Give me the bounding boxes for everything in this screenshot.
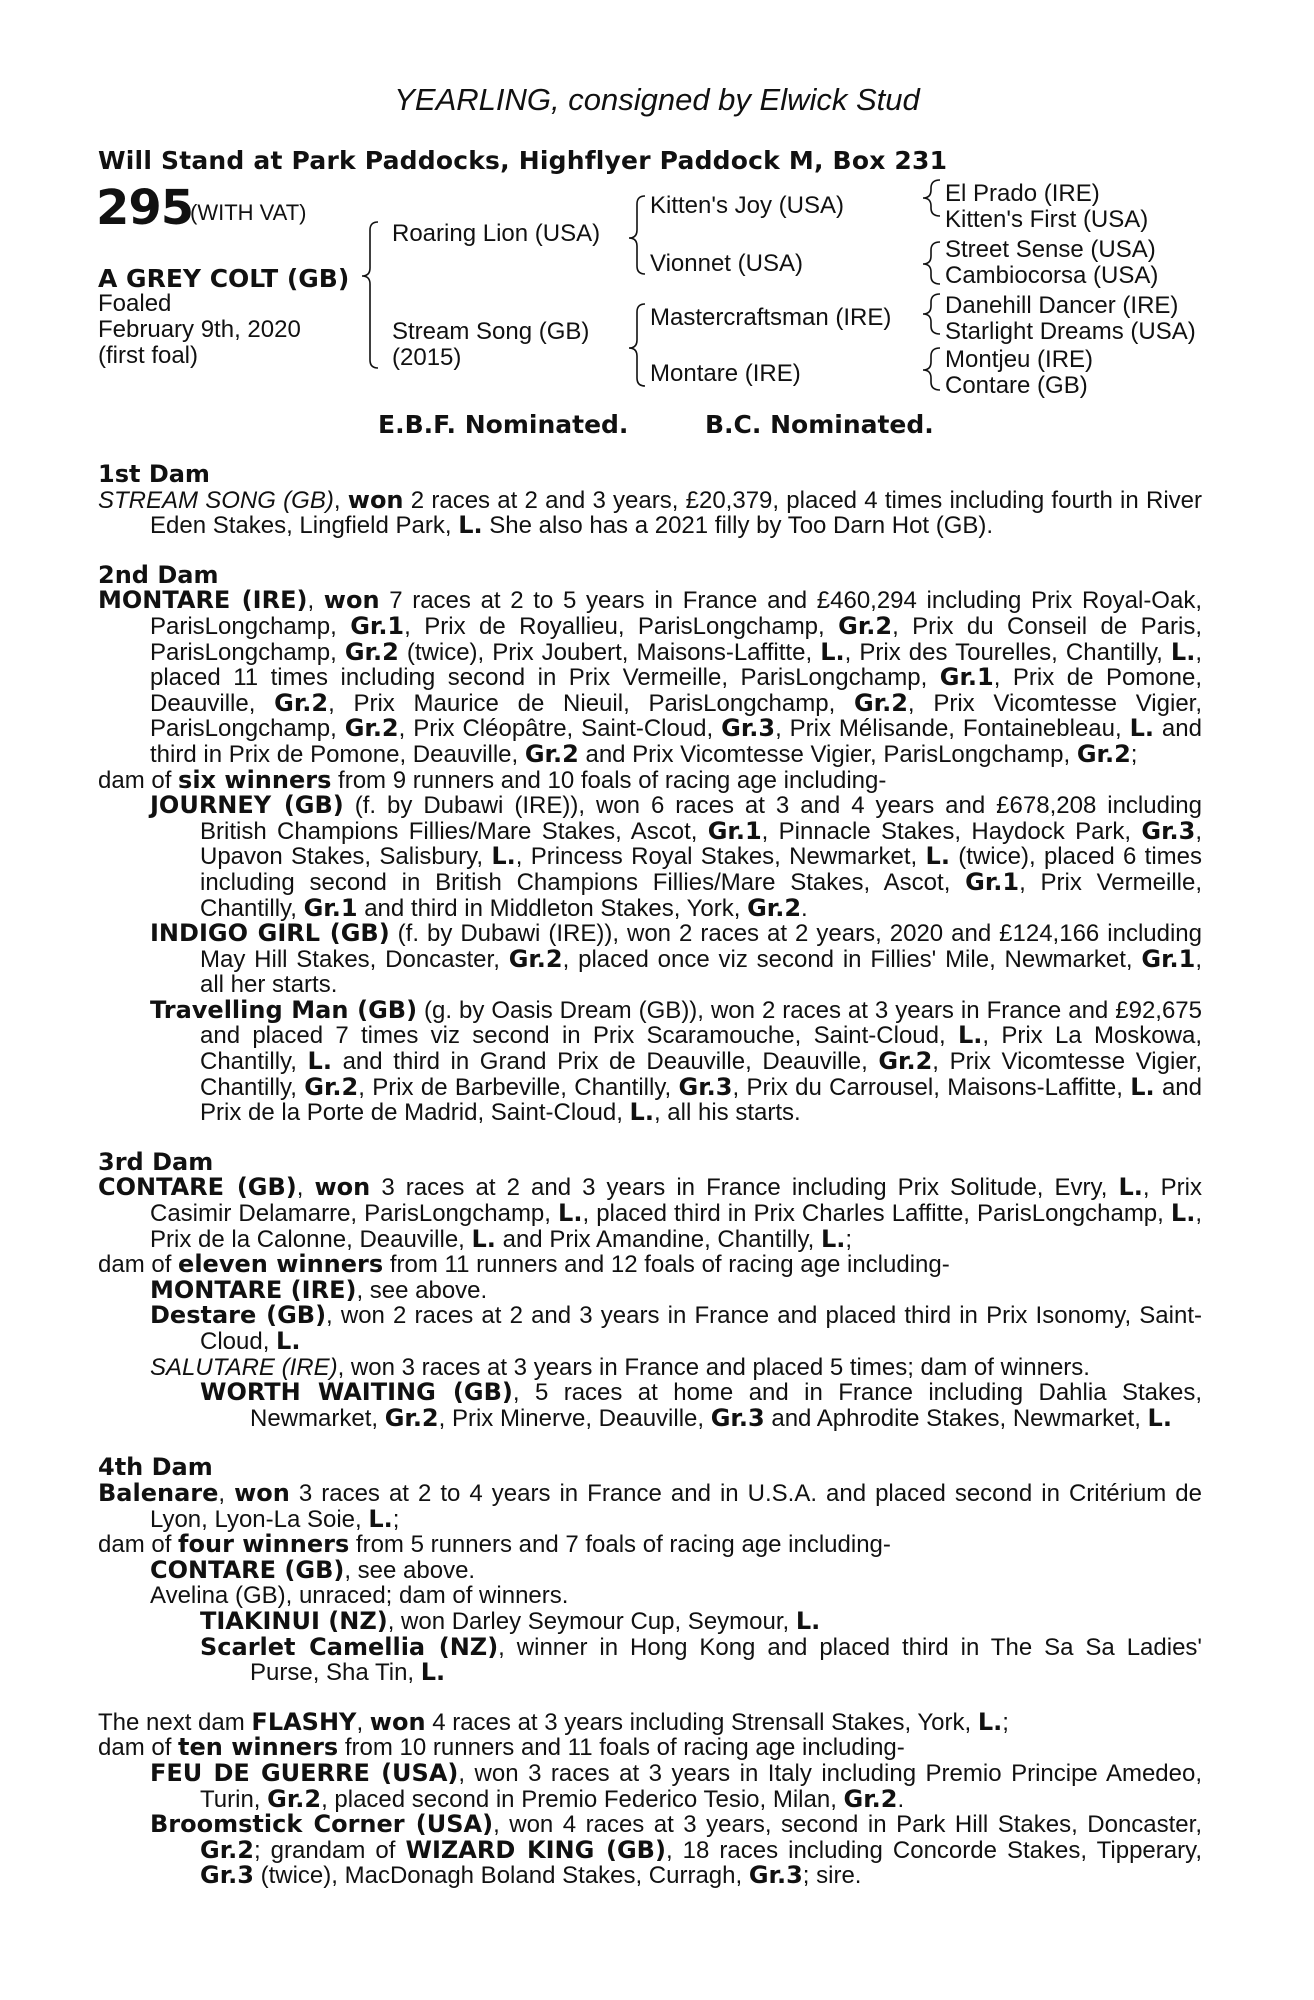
ebf-nomination: E.B.F. Nominated. [378,410,629,439]
text-run: from 11 runners and 12 foals of racing age including- [383,1251,950,1279]
text-run: Broomstick Corner (USA) [150,1810,494,1839]
text-run: 7 races at 2 to 5 years in France and £460,294 including Prix Royal-Oak, ParisLongchamp, [150,587,1202,640]
foaled-label: Foaled [98,290,172,317]
text-run: INDIGO GIRL (GB) [150,919,390,948]
pedigree-sss: El Prado (IRE) [945,180,1100,207]
pedigree-paragraph [98,995,1203,1127]
text-run: MONTARE (IRE) [98,586,308,615]
pedigree-paragraph [98,1632,1202,1687]
text-run: and third in Middleton Stakes, York, [357,894,748,922]
text-run: Gr.1 [350,611,405,640]
text-run: Gr.2 [274,688,329,717]
text-run: , Prix Vicomtesse Vigier, Chantilly, [200,1048,1202,1101]
pedigree-paragraph [98,921,1202,998]
text-run: Gr.1 [707,816,762,845]
text-run: 2 races at 2 and 3 years, £20,379, placed 4 times including fourth in River Eden Stakes, Lingfield Park, [150,486,1202,540]
text-run: MONTARE (IRE) [150,1275,357,1304]
text-run: Gr.2 [843,1784,898,1813]
text-run: (twice), Prix Joubert, Maisons-Laffitte, [398,638,821,666]
text-run: , Prix de Barbeville, Chantilly, [358,1073,679,1101]
text-run: , Prix Vermeille, Chantilly, [200,868,1202,922]
text-run: , Prix Casimir Delamarre, ParisLongchamp, [150,1174,1202,1228]
text-run: 3 races at 2 and 3 years in France including Prix Solitude, Evry, [370,1174,1119,1202]
text-run: L. [491,842,516,871]
text-run: , Upavon Stakes, Salisbury, [200,817,1203,871]
text-run: TIAKINUI (NZ) [200,1606,388,1635]
text-run: The next dam [98,1708,252,1736]
text-run: Gr.2 [508,944,563,973]
pedigree-paragraph [98,1175,1202,1252]
vat-note: (WITH VAT) [190,200,307,225]
text-run: Scarlet Camellia (NZ) [200,1632,499,1661]
text-run: , Prix Maurice de Nieuil, ParisLongchamp, [328,689,854,717]
section-title: 2nd Dam [98,560,219,589]
text-run: ; grandam of [253,1836,406,1864]
text-run: L. [307,1047,332,1076]
pedigree-sire-dam: Vionnet (USA) [650,250,803,277]
text-run: , won 3 races at 3 years in Italy including Premio Principe Amedeo, Turin, [200,1759,1202,1813]
text-run: 3 races at 2 to 4 years in France and in U.S.A. and placed second in Critérium de Lyon, Lyon-La Soie, [150,1479,1202,1533]
text-run: , Prix de la Calonne, Deauville, [150,1200,1202,1253]
text-run: , placed 11 times including second in Prix Vermeille, ParisLongchamp, [150,638,1202,692]
text-run: , [307,587,324,615]
pedigree-dam-sire: Mastercraftsman (IRE) [650,304,892,331]
pedigree-paragraph [98,1275,1202,1304]
text-run: Gr.2 [878,1047,933,1076]
text-run: Gr.1 [939,663,994,692]
text-run: , see above. [356,1276,488,1304]
text-run: CONTARE (GB) [98,1173,297,1202]
text-run: , placed second in Premio Federico Tesio, Milan, [321,1785,844,1813]
text-run: six winners [178,765,332,794]
text-run: and Prix de la Porte de Madrid, Saint-Cloud, [200,1073,1203,1127]
text-run: Gr.2 [524,739,579,768]
text-run: won [369,1707,426,1736]
text-run: L. [471,1224,496,1253]
text-run: (f. by Dubawi (IRE)), won 6 races at 3 and 4 years and £678,208 including British Champions Fillies/Mare Stakes, Ascot, [200,792,1202,845]
text-run: Avelina (GB), unraced; dam of winners. [150,1582,569,1610]
text-run: ten winners [178,1733,339,1762]
text-run: , see above. [344,1556,476,1584]
pedigree-paragraph [98,1303,1202,1354]
text-run: Balenare [98,1478,219,1507]
text-run: , placed once viz second in Fillies' Mile, Newmarket, [562,945,1142,973]
text-run: from 5 runners and 7 foals of racing age including- [349,1531,891,1559]
text-run: , [356,1708,370,1736]
pedigree-sdd: Cambiocorsa (USA) [945,262,1159,289]
text-run: WORTH WAITING (GB) [200,1378,513,1407]
text-run: , all his starts. [653,1099,801,1127]
pedigree-paragraph [98,1532,1202,1558]
text-run: dam of [98,1251,179,1279]
text-run: JOURNEY (GB) [150,791,344,820]
text-run: and Prix Vicomtesse Vigier, ParisLongchamp, [578,740,1077,768]
text-run: and third in Grand Prix de Deauville, Deauville, [331,1048,879,1076]
text-run: Gr.1 [965,867,1020,896]
text-run: ; [1002,1708,1009,1736]
text-run: L. [925,842,950,871]
section-gap [98,1686,1202,1710]
text-run: , all her starts. [200,945,1202,999]
text-run: Gr.2 [344,714,399,743]
pedigree-paragraph [98,1606,1202,1635]
text-run: L. [276,1327,301,1355]
text-run: Travelling Man (GB) [150,995,418,1024]
text-run: and Aphrodite Stakes, Newmarket, [764,1404,1148,1432]
text-run: STREAM SONG (GB) [98,486,334,514]
section-gap [98,1431,1202,1455]
text-run: SALUTARE (IRE) [150,1353,338,1381]
pedigree-ddd: Contare (GB) [945,372,1088,399]
text-run: . [897,1785,905,1813]
text-run: (g. by Oasis Dream (GB)), won 2 races at 3 years in France and £92,675 and placed 7 times viz second in Prix Scaramouche, Saint-Cloud, [200,996,1203,1050]
pedigree-paragraph [98,765,1202,794]
text-run: Destare (GB) [150,1301,327,1330]
text-run: Gr.2 [853,688,908,717]
text-run: eleven winners [178,1250,384,1279]
bracket-dd [923,348,940,390]
text-run: , [333,486,348,514]
lot-number: 295 [96,180,194,236]
text-run: , won 3 races at 3 years in France and placed 5 times; dam of winners. [337,1353,1090,1381]
bracket-dam [629,304,645,386]
dam-family-section [98,462,1202,1889]
text-run: FLASHY [251,1707,357,1736]
text-run: won [347,485,404,514]
text-run: , won Darley Seymour Cup, Seymour, [387,1607,796,1635]
text-run: L. [629,1098,654,1127]
text-run: won [234,1478,290,1507]
pedigree-dds: Montjeu (IRE) [945,346,1094,373]
text-run: , Pinnacle Stakes, Haydock Park, [761,817,1142,845]
bracket-colt [362,222,378,368]
text-run: , Prix Cléopâtre, Saint-Cloud, [398,715,722,743]
text-run: She also has a 2021 filly by Too Darn Hot (GB). [482,512,994,540]
text-run: , Prix du Conseil de Paris, ParisLongchamp, [150,612,1202,666]
text-run: , Prix La Moskowa, Chantilly, [200,1022,1203,1076]
pedigree-paragraph [98,485,1202,540]
pedigree-dam-year: (2015) [392,344,462,371]
text-run: 4 races at 3 years including Strensall Stakes, York, [425,1708,978,1736]
text-run: L. [420,1658,446,1687]
pedigree-paragraph [98,1707,1202,1736]
horse-description: A GREY COLT (GB) [98,264,350,293]
text-run: , placed third in Prix Charles Laffitte, ParisLongchamp, [582,1200,1171,1228]
text-run: , won 2 races at 2 and 3 years in France and placed third in Prix Isonomy, Saint-Cloud, [200,1302,1202,1355]
text-run: L. [558,1199,583,1228]
text-run: Gr.3 [748,1861,803,1890]
text-run: Gr.3 [200,1861,254,1890]
text-run: , 18 races including Concorde Stakes, Tipperary, [665,1836,1203,1864]
text-run: Gr.3 [678,1072,733,1101]
text-run: , 5 races at home and in France including Dahlia Stakes, Newmarket, [250,1379,1202,1432]
bracket-ss [923,180,940,216]
section-title: 4th Dam [98,1453,213,1482]
text-run: L. [1147,1403,1172,1432]
text-run: won [314,1173,371,1202]
pedigree-paragraph [98,1583,1202,1609]
pedigree-paragraph [98,793,1202,921]
text-run: dam of [98,1734,179,1762]
section-title: 1st Dam [98,460,210,488]
text-run: dam of [98,766,179,794]
text-run: ; [392,1505,400,1533]
text-run: (twice), MacDonagh Boland Stakes, Curragh, [253,1862,749,1890]
pedigree-dss: Danehill Dancer (IRE) [945,292,1179,319]
text-run: , [296,1174,315,1202]
pedigree-paragraph [98,1355,1202,1381]
pedigree-paragraph [98,1812,1202,1889]
text-run: ; [845,1225,853,1253]
text-run: Gr.3 [721,714,776,743]
text-run: dam of [98,1531,179,1559]
text-run: , Prix Minerve, Deauville, [438,1404,711,1432]
text-run: , winner in Hong Kong and placed third in The Sa Sa Ladies' Purse, Sha Tin, [250,1633,1202,1687]
section-gap [98,539,1202,563]
text-run: L. [957,1021,983,1050]
pedigree-paragraph [98,1555,1202,1584]
text-run: , won 4 races at 3 years, second in Park Hill Stakes, Doncaster, [493,1811,1202,1839]
text-run: L. [1170,1199,1196,1228]
text-run: L. [977,1707,1003,1736]
text-run: L. [1118,1173,1143,1202]
pedigree-paragraph [98,1758,1202,1813]
pedigree-paragraph [98,1380,1202,1431]
text-run: L. [1129,714,1155,743]
text-run: Gr.2 [747,893,802,922]
pedigree-ssd: Kitten's First (USA) [945,206,1149,233]
section-gap [98,1126,1202,1150]
text-run: , Prix du Carrousel, Maisons-Laffitte, [732,1073,1131,1101]
text-run: (f. by Dubawi (IRE)), won 2 races at 2 years, 2020 and £124,166 including May Hill Stakes, Doncaster, [200,920,1202,973]
text-run: L. [795,1606,821,1635]
text-run: Gr.2 [267,1784,322,1813]
text-run: from 10 runners and 11 foals of racing age including- [338,1734,905,1762]
text-run: WIZARD KING (GB) [405,1835,666,1864]
text-run: L. [458,511,483,540]
pedigree-paragraph [98,1252,1202,1278]
text-run: Gr.1 [1141,944,1196,973]
text-run: L. [821,1224,846,1253]
text-run: and third in Prix de Pomone, Deauville, [150,715,1202,768]
text-run: , Princess Royal Stakes, Newmarket, [515,843,926,871]
pedigree-dsd: Starlight Dreams (USA) [945,318,1196,345]
pedigree-dam-dam: Montare (IRE) [650,360,801,387]
text-run: Gr.2 [200,1835,254,1864]
stand-location: Will Stand at Park Paddocks, Highflyer Paddock M, Box 231 [98,146,948,175]
bracket-sire [629,196,645,274]
text-run: Gr.1 [303,893,358,922]
text-run: ; [1130,740,1138,768]
text-run: from 9 runners and 10 foals of racing age including- [331,766,887,794]
text-run: Gr.2 [344,637,399,666]
catalogue-header: YEARLING, consigned by Elwick Stud [394,82,920,117]
text-run: Gr.3 [710,1403,765,1432]
text-run: L. [1170,637,1196,666]
text-run: won [323,586,380,615]
text-run: L. [820,637,845,666]
text-run: Gr.2 [384,1403,439,1432]
text-run: , Prix de Royallieu, ParisLongchamp, [404,612,839,640]
text-run: Gr.3 [1141,816,1196,845]
text-run: CONTARE (GB) [150,1555,345,1584]
text-run: Gr.2 [838,611,893,640]
text-run: , [218,1479,235,1507]
text-run: , Prix Mélisande, Fontainebleau, [775,715,1130,743]
text-run: FEU DE GUERRE (USA) [150,1758,459,1787]
text-run: , Prix de Pomone, Deauville, [150,664,1202,717]
pedigree-sds: Street Sense (USA) [945,236,1156,263]
text-run: and Prix Amandine, Chantilly, [495,1225,821,1253]
pedigree-paragraph [98,1478,1202,1533]
foal-note: (first foal) [98,342,199,369]
pedigree-paragraph [98,1735,1202,1761]
text-run: L. [368,1504,393,1533]
bracket-sd [923,242,940,284]
text-run: ; sire. [802,1862,862,1890]
section-title: 3rd Dam [98,1147,214,1176]
pedigree-dam: Stream Song (GB) [392,318,590,345]
text-run: Gr.2 [1076,739,1131,768]
text-run: (twice), placed 6 times including second in British Champions Fillies/Mare Stakes, Ascot, [200,843,1203,896]
pedigree-sire: Roaring Lion (USA) [392,220,601,247]
bracket-ds [923,294,940,334]
pedigree-paragraph [98,588,1202,767]
text-run: , Prix Vicomtesse Vigier, ParisLongchamp, [150,689,1202,743]
text-run: . [801,894,808,922]
bc-nomination: B.C. Nominated. [705,410,934,439]
text-run: L. [1130,1072,1155,1101]
text-run: Gr.2 [304,1072,359,1101]
foaled-date: February 9th, 2020 [98,316,301,343]
text-run: four winners [178,1530,350,1559]
text-run: , Prix des Tourelles, Chantilly, [844,638,1171,666]
pedigree-sire-sire: Kitten's Joy (USA) [650,192,844,219]
